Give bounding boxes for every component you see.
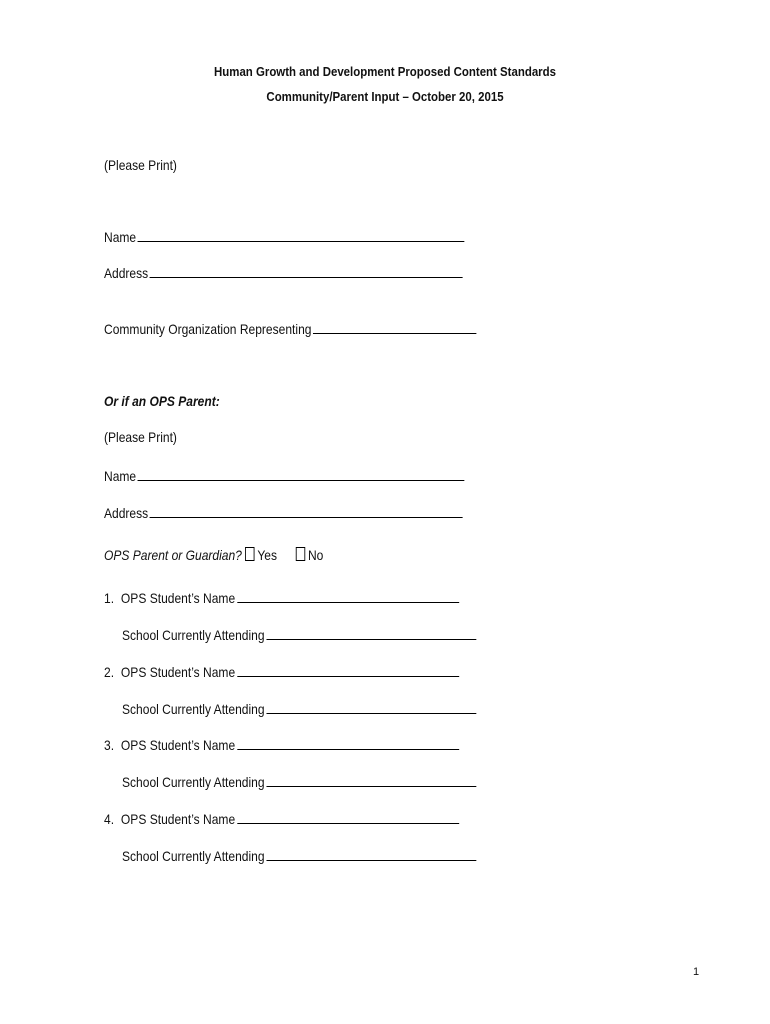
- organization-label: Community Organization Representing: [104, 321, 312, 337]
- organization-row: [104, 319, 477, 337]
- student-2-name-label: OPS Student’s Name: [120, 664, 236, 680]
- student-3-school-row: [122, 772, 476, 790]
- student-3-school-label: School Currently Attending: [122, 774, 265, 790]
- student-4-school-row: [122, 846, 476, 864]
- name-field[interactable]: [138, 227, 465, 242]
- address-field[interactable]: [150, 263, 463, 278]
- student-4-school-field[interactable]: [266, 846, 476, 861]
- student-4-school-label: School Currently Attending: [122, 848, 265, 864]
- student-1-name-row: [104, 588, 459, 606]
- student-2-school-field[interactable]: [266, 699, 476, 714]
- address-row: [104, 263, 463, 281]
- student-4-name-row: [104, 809, 459, 827]
- document-subtitle: Community/Parent Input – October 20, 2015: [266, 89, 504, 104]
- yes-checkbox[interactable]: [245, 547, 254, 561]
- student-1-name-field[interactable]: [237, 588, 459, 603]
- please-print-note: (Please Print): [104, 157, 177, 173]
- no-label: No: [307, 547, 324, 563]
- address-label: Address: [104, 265, 149, 281]
- student-2-school-row: [122, 699, 476, 717]
- parent-name-field[interactable]: [138, 466, 465, 481]
- ops-parent-heading: Or if an OPS Parent:: [104, 393, 220, 409]
- parent-address-label: Address: [104, 505, 149, 521]
- student-4-name-label: OPS Student’s Name: [120, 811, 236, 827]
- student-2-number: 2.: [104, 664, 115, 680]
- student-4-name-field[interactable]: [237, 809, 459, 824]
- yes-label: Yes: [257, 547, 277, 563]
- student-3-name-row: [104, 735, 459, 753]
- document-title: Human Growth and Development Proposed Content Standards: [214, 64, 556, 79]
- student-1-school-field[interactable]: [266, 625, 476, 640]
- student-4-number: 4.: [104, 811, 115, 827]
- name-row: [104, 227, 465, 245]
- parent-address-row: [104, 503, 463, 521]
- please-print-note-2: (Please Print): [104, 429, 177, 445]
- student-2-name-field[interactable]: [237, 662, 459, 677]
- organization-field[interactable]: [313, 319, 476, 334]
- student-1-school-label: School Currently Attending: [122, 627, 265, 643]
- parent-address-field[interactable]: [150, 503, 463, 518]
- parent-name-label: Name: [104, 468, 137, 484]
- student-2-name-row: [104, 662, 459, 680]
- student-1-school-row: [122, 625, 476, 643]
- page-number: 1: [693, 966, 700, 978]
- student-3-name-label: OPS Student’s Name: [120, 737, 236, 753]
- guardian-row: [104, 547, 323, 563]
- student-3-school-field[interactable]: [266, 772, 476, 787]
- no-checkbox[interactable]: [296, 547, 305, 561]
- student-3-number: 3.: [104, 737, 115, 753]
- name-label: Name: [104, 229, 137, 245]
- student-1-number: 1.: [104, 590, 115, 606]
- student-2-school-label: School Currently Attending: [122, 701, 265, 717]
- student-3-name-field[interactable]: [237, 735, 459, 750]
- student-1-name-label: OPS Student’s Name: [120, 590, 236, 606]
- guardian-question: OPS Parent or Guardian?: [104, 547, 242, 563]
- parent-name-row: [104, 466, 465, 484]
